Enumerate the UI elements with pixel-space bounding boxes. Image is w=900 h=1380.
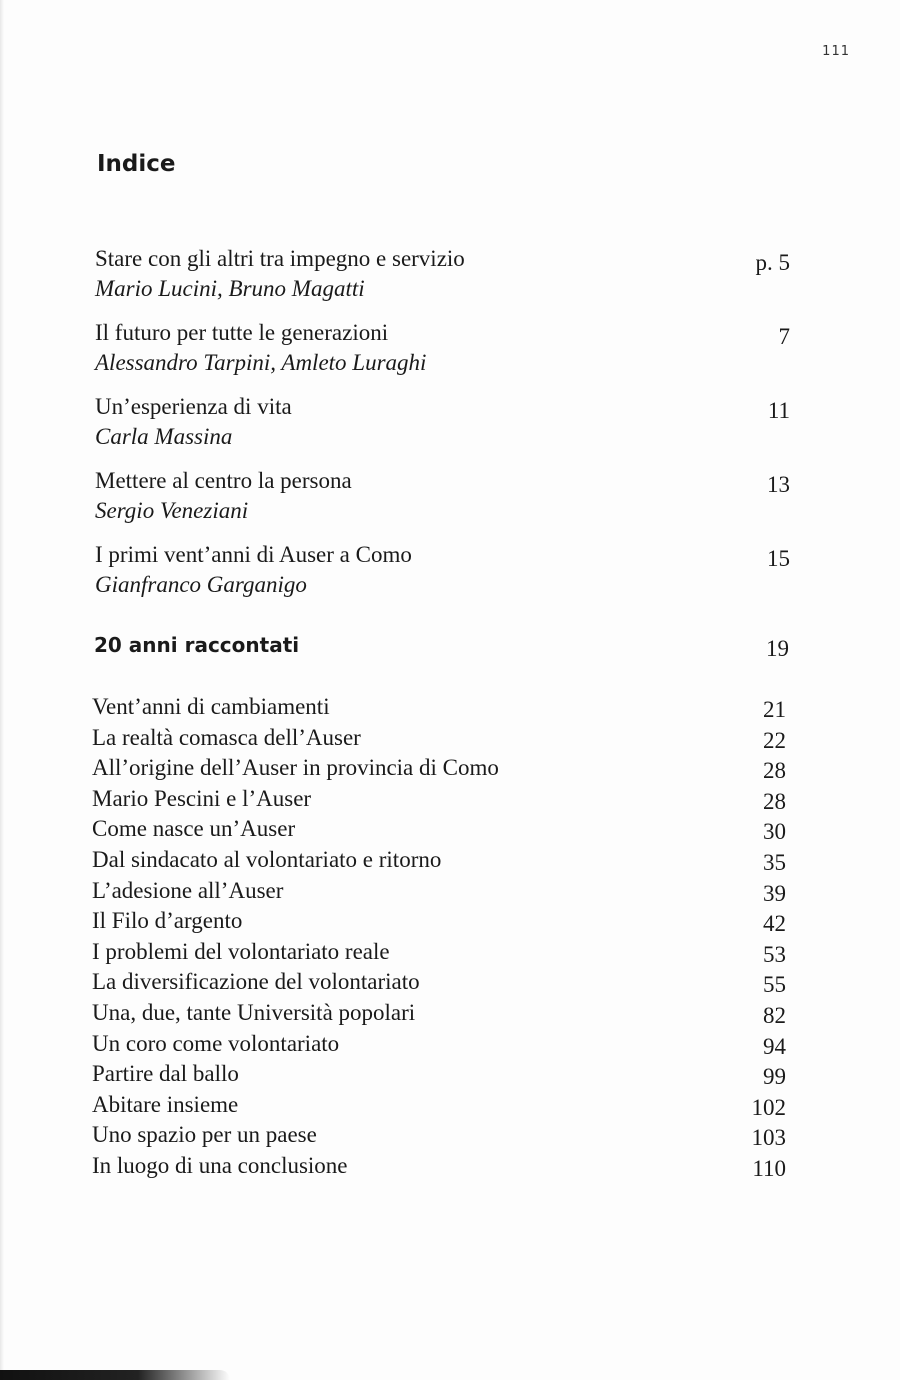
toc-entry-author: Alessandro Tarpini, Amleto Luraghi bbox=[95, 350, 427, 375]
toc-entry-title: Il futuro per tutte le generazioni bbox=[95, 320, 389, 345]
chapter-page: 55 bbox=[763, 972, 786, 998]
chapter-page: 53 bbox=[763, 941, 786, 967]
page-title: Indice bbox=[97, 151, 176, 177]
toc-entry bbox=[95, 466, 795, 540]
scan-shadow bbox=[0, 1370, 230, 1380]
chapter-title: Il Filo d’argento bbox=[92, 908, 243, 934]
chapter-page: 110 bbox=[752, 1155, 786, 1181]
chapter-entry bbox=[92, 723, 789, 754]
toc-entry-author: Sergio Veneziani bbox=[95, 498, 249, 523]
chapter-title: Partire dal ballo bbox=[92, 1061, 239, 1087]
toc-entry-title: Stare con gli altri tra impegno e servizio bbox=[95, 246, 465, 271]
chapter-page: 28 bbox=[763, 788, 786, 814]
chapter-title: All’origine dell’Auser in provincia di Como bbox=[92, 755, 499, 781]
chapter-title: Vent’anni di cambiamenti bbox=[92, 694, 330, 719]
toc-entry bbox=[95, 540, 795, 614]
chapter-entry bbox=[92, 1059, 789, 1090]
toc-entry-page: 7 bbox=[778, 324, 790, 349]
toc-entry-page: p. 5 bbox=[755, 250, 790, 275]
chapter-entry bbox=[92, 906, 789, 937]
chapter-entry bbox=[92, 1029, 789, 1060]
toc-entry-title: Un’esperienza di vita bbox=[95, 394, 292, 419]
toc-entry bbox=[95, 244, 795, 318]
chapter-entry bbox=[92, 1090, 789, 1121]
chapter-title: Dal sindacato al volontariato e ritorno bbox=[92, 846, 442, 872]
chapter-page: 94 bbox=[763, 1033, 786, 1059]
chapter-list bbox=[92, 692, 789, 1182]
chapter-entry bbox=[92, 967, 789, 998]
chapter-page: 35 bbox=[763, 849, 786, 875]
toc-entry-title: Mettere al centro la persona bbox=[95, 468, 352, 493]
chapter-entry bbox=[92, 876, 789, 907]
chapter-title: Abitare insieme bbox=[92, 1091, 239, 1117]
section-page: 19 bbox=[766, 636, 789, 661]
chapter-page: 22 bbox=[763, 727, 786, 753]
toc-entry-page: 15 bbox=[767, 546, 790, 571]
chapter-entry bbox=[92, 937, 789, 968]
chapter-title: La diversificazione del volontariato bbox=[92, 969, 420, 995]
chapter-entry bbox=[92, 784, 789, 815]
chapter-entry bbox=[92, 1120, 789, 1151]
toc-entry-author: Gianfranco Garganigo bbox=[95, 572, 307, 597]
chapter-entry bbox=[92, 692, 789, 723]
toc-entry-page: 13 bbox=[767, 472, 790, 497]
chapter-entry bbox=[92, 814, 789, 845]
chapter-title: L’adesione all’Auser bbox=[92, 877, 284, 903]
chapter-entry bbox=[92, 998, 789, 1029]
chapter-title: Come nasce un’Auser bbox=[92, 816, 296, 842]
chapter-title: In luogo di una conclusione bbox=[92, 1152, 348, 1178]
chapter-title: I problemi del volontariato reale bbox=[92, 938, 390, 964]
chapter-entry bbox=[92, 753, 789, 784]
section-heading: 20 anni raccontati bbox=[94, 633, 300, 657]
page-edge-shadow bbox=[0, 0, 4, 1380]
chapter-page: 21 bbox=[763, 697, 786, 722]
intro-entries-list bbox=[95, 244, 795, 614]
chapter-page: 102 bbox=[751, 1094, 786, 1120]
toc-entry-author: Mario Lucini, Bruno Magatti bbox=[95, 276, 365, 301]
chapter-page: 82 bbox=[763, 1002, 786, 1028]
chapter-page: 28 bbox=[763, 758, 786, 784]
chapter-page: 99 bbox=[763, 1064, 786, 1090]
chapter-title: Un coro come volontariato bbox=[92, 1030, 340, 1056]
chapter-title: Una, due, tante Università popolari bbox=[92, 999, 416, 1025]
toc-entry bbox=[95, 392, 795, 466]
toc-entry-title: I primi vent’anni di Auser a Como bbox=[95, 542, 412, 567]
chapter-title: Uno spazio per un paese bbox=[92, 1122, 317, 1148]
chapter-title: La realtà comasca dell’Auser bbox=[92, 724, 361, 750]
chapter-page: 103 bbox=[751, 1125, 786, 1151]
chapter-entry bbox=[92, 1151, 789, 1182]
toc-entry-page: 11 bbox=[767, 398, 790, 423]
chapter-page: 42 bbox=[763, 911, 786, 937]
chapter-page: 39 bbox=[763, 880, 786, 906]
page-number: 111 bbox=[822, 44, 850, 59]
chapter-page: 30 bbox=[763, 819, 786, 845]
chapter-entry bbox=[92, 845, 789, 876]
toc-entry bbox=[95, 318, 795, 392]
chapter-title: Mario Pescini e l’Auser bbox=[92, 785, 312, 811]
toc-entry-author: Carla Massina bbox=[95, 424, 233, 449]
